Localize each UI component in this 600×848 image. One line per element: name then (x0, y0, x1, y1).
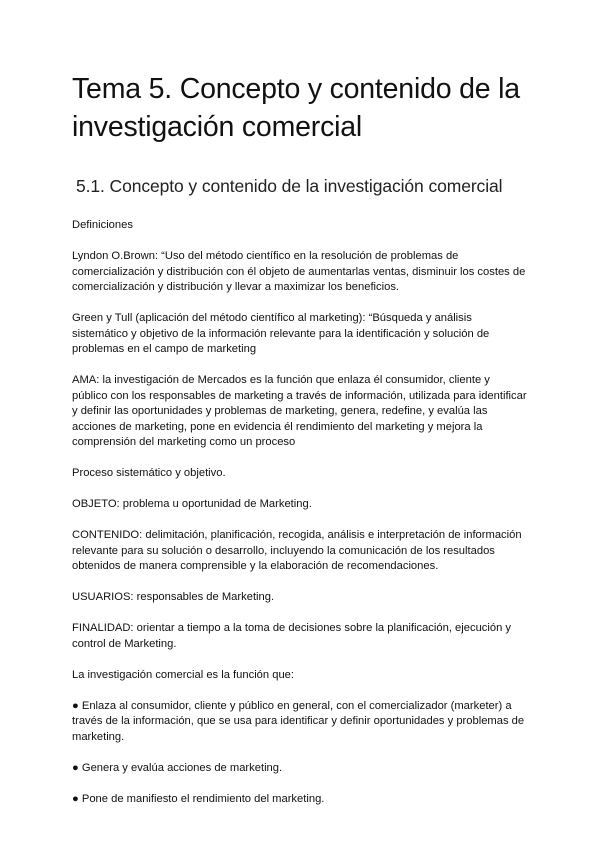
paragraph-proceso: Proceso sistemático y objetivo. (72, 467, 226, 479)
bullet-genera: ● Genera y evalúa acciones de marketing. (72, 761, 283, 774)
paragraph-objeto: OBJETO: problema u oportunidad de Marketing. (72, 498, 312, 510)
paragraph-usuarios: USUARIOS: responsables de Marketing. (72, 591, 275, 603)
document-title: Tema 5. Concepto y contenido de la investigación comercial (72, 73, 520, 143)
paragraph-ama: AMA: la investigación de Mercados es la función que enlaza él consumidor, cliente y público con los responsables de marketing a través de información, utilizada para identificar y definir las oportunidades y problemas de marketing, genera, redefine, y evalúa las acciones de marketing, pone en evidencia él rendimiento del marketing y mejora la comprensión del marketing como un proceso (72, 374, 527, 448)
paragraph-definiciones: Definiciones (72, 219, 133, 231)
paragraph-funcion-intro: La investigación comercial es la función que: (72, 668, 295, 681)
paragraph-brown: Lyndon O.Brown: “Uso del método científico en la resolución de problemas de comercialización y distribución con él objeto de aumentarlas ventas, disminuir los costes de comercialización y distribución y llevar a maximizar los beneficios. (72, 250, 526, 293)
section-heading: 5.1. Concepto y contenido de la investigación comercial (76, 176, 503, 196)
paragraph-green-tull: Green y Tull (aplicación del método científico al marketing): “Búsqueda y análisis sistemático y objetivo de la información relevante para la identificación y solución de problemas en el campo de marketing (72, 312, 490, 355)
paragraph-finalidad: FINALIDAD: orientar a tiempo a la toma de decisiones sobre la planificación, ejecución y control de Marketing. (72, 622, 512, 650)
bullet-pone-manifiesto: ● Pone de manifiesto el rendimiento del marketing. (72, 792, 325, 805)
bullet-enlaza: ● Enlaza al consumidor, cliente y público en general, con el comercializador (marketer) a través de la información, que se usa para identificar y definir oportunidades y problemas de marketing. (72, 699, 525, 743)
document-body (72, 218, 528, 807)
paragraph-contenido: CONTENIDO: delimitación, planificación, recogida, análisis e interpretación de información relevante para su solución o desarrollo, incluyendo la comunicación de los resultados obtenidos de manera comprensible y la elaboración de recomendaciones. (72, 529, 522, 572)
